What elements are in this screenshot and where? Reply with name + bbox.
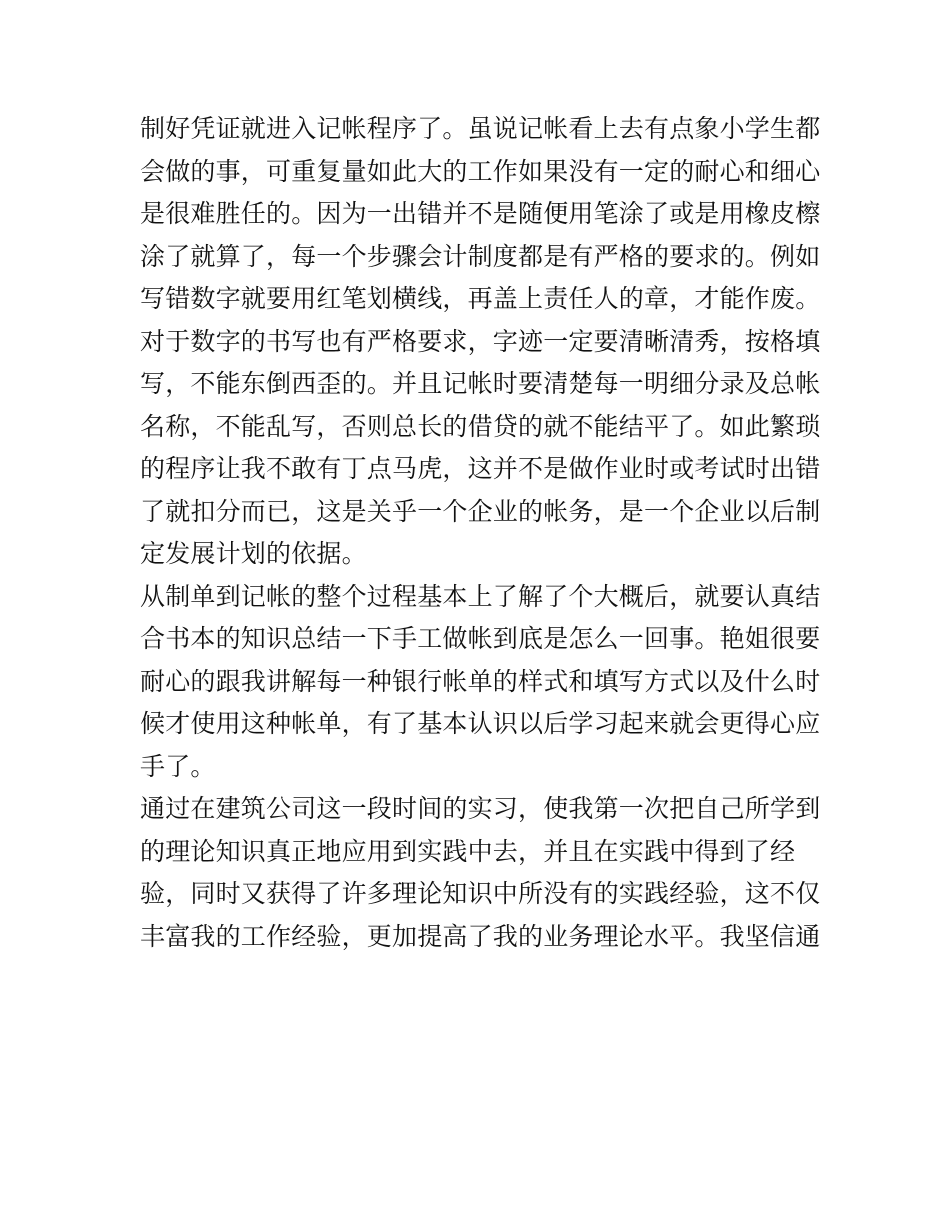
text-line-7: 写，不能东倒西歪的。并且记帐时要清楚每一明细分录及总帐: [140, 369, 821, 398]
text-line-12: 从制单到记帐的整个过程基本上了解了个大概后，就要认真结: [140, 581, 821, 611]
text-line-11: 定发展计划的依据。: [140, 539, 367, 568]
text-line-20: 丰富我的工作经验，更加提高了我的业务理论水平。我坚信通: [140, 921, 821, 951]
text-line-3: 是很难胜任的。因为一出错并不是随便用笔涂了或是用橡皮檫: [140, 199, 821, 228]
text-line-18: 的理论知识真正地应用到实践中去，并且在实践中得到了经: [140, 836, 796, 866]
text-line-14: 耐心的跟我讲解每一种银行帐单的样式和填写方式以及什么时: [140, 666, 821, 696]
text-line-13: 合书本的知识总结一下手工做帐到底是怎么一回事。艳姐很要: [140, 624, 821, 653]
text-line-10: 了就扣分而已，这是关乎一个企业的帐务，是一个企业以后制: [140, 496, 821, 526]
text-line-17: 通过在建筑公司这一段时间的实习，使我第一次把自己所学到: [140, 794, 821, 823]
text-line-8: 名称，不能乱写，否则总长的借贷的就不能结平了。如此繁琐: [140, 411, 821, 441]
text-line-16: 手了。: [140, 751, 216, 781]
text-line-6: 对于数字的书写也有严格要求，字迹一定要清晰清秀，按格填: [140, 326, 821, 356]
text-line-15: 候才使用这种帐单，有了基本认识以后学习起来就会更得心应: [140, 709, 821, 738]
text-line-5: 写错数字就要用红笔划横线，再盖上责任人的章，才能作废。: [140, 284, 821, 313]
text-line-9: 的程序让我不敢有丁点马虎，这并不是做作业时或考试时出错: [140, 454, 821, 483]
text-line-19: 验，同时又获得了许多理论知识中所没有的实践经验，这不仅: [140, 879, 821, 908]
text-line-4: 涂了就算了，每一个步骤会计制度都是有严格的要求的。例如: [140, 241, 821, 271]
text-line-1: 制好凭证就进入记帐程序了。虽说记帐看上去有点象小学生都: [140, 114, 821, 143]
text-line-2: 会做的事，可重复量如此大的工作如果没有一定的耐心和细心: [140, 156, 821, 186]
document-body-text: [140, 108, 820, 958]
